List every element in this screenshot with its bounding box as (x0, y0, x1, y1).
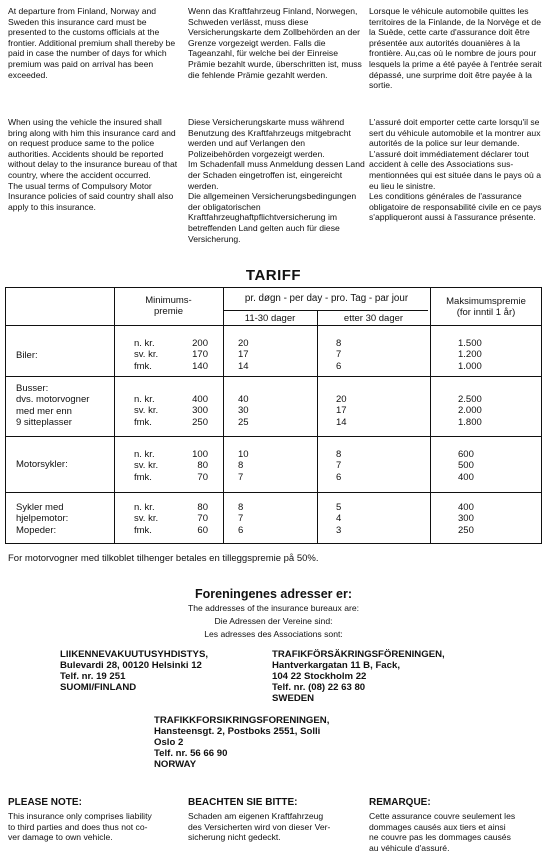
intro-fr-paragraph-1: Lorsque le véhicule automobile quittes les territoires de la Finlande, de la Norvège et de la Suède, cette carte d'assurance doit être présentée aux autorités douanières à la frontière. Au,cas où le nombre de jours pour lesquels la prime a été payée à l'entrée serait dépassé, une surprime doit être payée à la sortie. (369, 6, 542, 91)
row-label-mopeds: Sykler med hjelpemotor: Mopeder: (16, 502, 69, 536)
addresses-subheading-fr: Les adresses des Associations sont: (204, 629, 343, 639)
row-currencies: n. kr. sv. kr. fmk. (134, 449, 159, 483)
row-max-values: 2.500 2.000 1.800 (458, 394, 482, 428)
header-after-30-days: etter 30 dager (343, 313, 404, 324)
note-fr-title: REMARQUE: (369, 797, 431, 808)
note-en-body: This insurance only comprises liability to third parties and does thus not co- ver damage to own vehicle. (8, 811, 152, 843)
row-11-30-values: 40 30 25 (238, 394, 249, 428)
intro-en-paragraph-1: At departure from Finland, Norway and Sweden this insurance card must be presented to the customs officials at the frontier. Additional premium shall thereby be paid in case the number of days for which premium was paid on arrival has been exceeded. (8, 6, 176, 80)
intro-de-usage (188, 117, 366, 244)
intro-en-departure (8, 6, 182, 80)
row-after30-values: 8 7 6 (336, 449, 342, 483)
note-de-body: Schaden am eigenen Kraftfahrzeug des Versicherten wird von dieser Ver- sicherung nicht gedeckt. (188, 811, 331, 843)
row-11-30-values: 20 17 14 (238, 338, 249, 372)
table-divider (223, 288, 224, 543)
table-divider (430, 288, 431, 543)
row-min-values: 100 80 70 (192, 449, 208, 483)
header-per-day: pr. døgn - per day - pro. Tag - par jour (244, 293, 409, 304)
address-norway: TRAFIKKFORSIKRINGSFORENINGEN, Hansteensgt. 2, Postboks 2551, Solli Oslo 2 Telf. nr. 56 66 90 NORWAY (154, 715, 330, 770)
table-divider (6, 492, 541, 493)
note-en-title: PLEASE NOTE: (8, 797, 82, 808)
row-11-30-values: 8 7 6 (238, 502, 244, 536)
row-after30-values: 5 4 3 (336, 502, 342, 536)
row-currencies: n. kr. sv. kr. fmk. (134, 338, 159, 372)
table-divider (6, 436, 541, 437)
row-min-values: 80 70 60 (197, 502, 208, 536)
intro-de-paragraph-1: Wenn das Kraftfahrzeug Finland, Norwegen, Schweden verlässt, muss diese Versicherungskarte dem Zollbehörden an der Grenze vorgezeigt werden. Falls die Tageanzahl, für welche bei der Einreise Prämie bezahlt wurde, überschritten ist, muss die fehlende Prämie gezahlt werden. (188, 6, 362, 80)
table-divider (317, 310, 318, 543)
intro-en-paragraph-2: When using the vehicle the insured shall bring along with him this insurance card and on request produce same to the police authorities. Accidents should be reported without delay to the insurance bureau of that country, where the accident occurred. The usual terms of Compulsory Motor Insurance policies of said country shall also apply to this insurance. (8, 117, 178, 212)
row-min-values: 400 300 250 (192, 394, 208, 428)
row-label-motorcycles: Motorsykler: (16, 459, 68, 470)
row-label-cars: Biler: (16, 350, 38, 361)
row-label-buses: Busser: dvs. motorvogner med mer enn 9 sitteplasser (16, 383, 90, 429)
trailer-surcharge-note: For motorvogner med tilkoblet tilhenger betales en tilleggspremie på 50%. (8, 553, 319, 564)
row-max-values: 1.500 1.200 1.000 (458, 338, 482, 372)
header-11-30-days: 11-30 dager (244, 313, 296, 324)
table-divider (223, 310, 428, 311)
note-de-title: BEACHTEN SIE BITTE: (188, 797, 298, 808)
intro-de-departure (188, 6, 366, 80)
row-after30-values: 20 17 14 (336, 394, 347, 428)
tariff-title: TARIFF (245, 267, 302, 284)
intro-fr-paragraph-2: L'assuré doit emporter cette carte lorsqu'il se sert du véhicule automobile et la montrer aux autorités de la police sur leur demande. L'assuré doit immédiatement déclarer tout accident à celle des Associations sus-mentionnées qui est située dans le pays où a eu lieu le sinistre. Les conditions générales de l'assurance obligatoire de responsabilité civile en ce pays s'appliqueront aussi à l'assurance présente. (369, 117, 542, 223)
row-currencies: n. kr. sv. kr. fmk. (134, 502, 159, 536)
addresses-subheading-de: Die Adressen der Vereine sind: (214, 616, 333, 626)
intro-fr-usage (369, 117, 542, 223)
row-max-values: 600 500 400 (458, 449, 474, 483)
addresses-heading: Foreningenes adresser er: (194, 587, 352, 601)
row-min-values: 200 170 140 (192, 338, 208, 372)
address-sweden: TRAFIKFÖRSÄKRINGSFÖRENINGEN, Hantverkargatan 11 B, Fack, 104 22 Stockholm 22 Telf. nr. (08) 22 63 80 SWEDEN (272, 649, 445, 704)
row-max-values: 400 300 250 (458, 502, 474, 536)
table-divider (6, 376, 541, 377)
row-11-30-values: 10 8 7 (238, 449, 249, 483)
address-finland: LIIKENNEVAKUUTUSYHDISTYS, Bulevardi 28, 00120 Helsinki 12 Telf. nr. 19 251 SUOMI/FINLAND (60, 649, 209, 693)
row-currencies: n. kr. sv. kr. fmk. (134, 394, 159, 428)
note-fr-body: Cette assurance couvre seulement les dommages causés aux tiers et ainsi ne couvre pas les dommages causés au véhicule d'assuré. (369, 811, 516, 853)
intro-en-usage (8, 117, 182, 212)
header-maximum-premium: Maksimumspremie (for inntil 1 år) (446, 296, 526, 318)
intro-fr-departure (369, 6, 542, 91)
header-minimum-premium: Minimums- premie (145, 295, 192, 317)
table-divider (114, 288, 115, 543)
table-divider (6, 325, 541, 326)
intro-de-paragraph-2: Diese Versicherungskarte muss während Benutzung des Kraftfahrzeugs mitgebracht werden und auf Verlangen den Polizeibehörden vorgezeigt werden. Im Schadenfall muss Anmeldung dessen Land der Schaden eingetroffen ist, eingereicht werden. Die allgemeinen Versicherungsbedingungen der obligatorischen Kraftfahrzeughaftpflichtversicherung im betreffenden Land gelten auch für diese Versicherung. (188, 117, 365, 244)
tariff-table (5, 287, 542, 544)
addresses-subheading-en: The addresses of the insurance bureaux are: (187, 603, 360, 613)
row-after30-values: 8 7 6 (336, 338, 342, 372)
